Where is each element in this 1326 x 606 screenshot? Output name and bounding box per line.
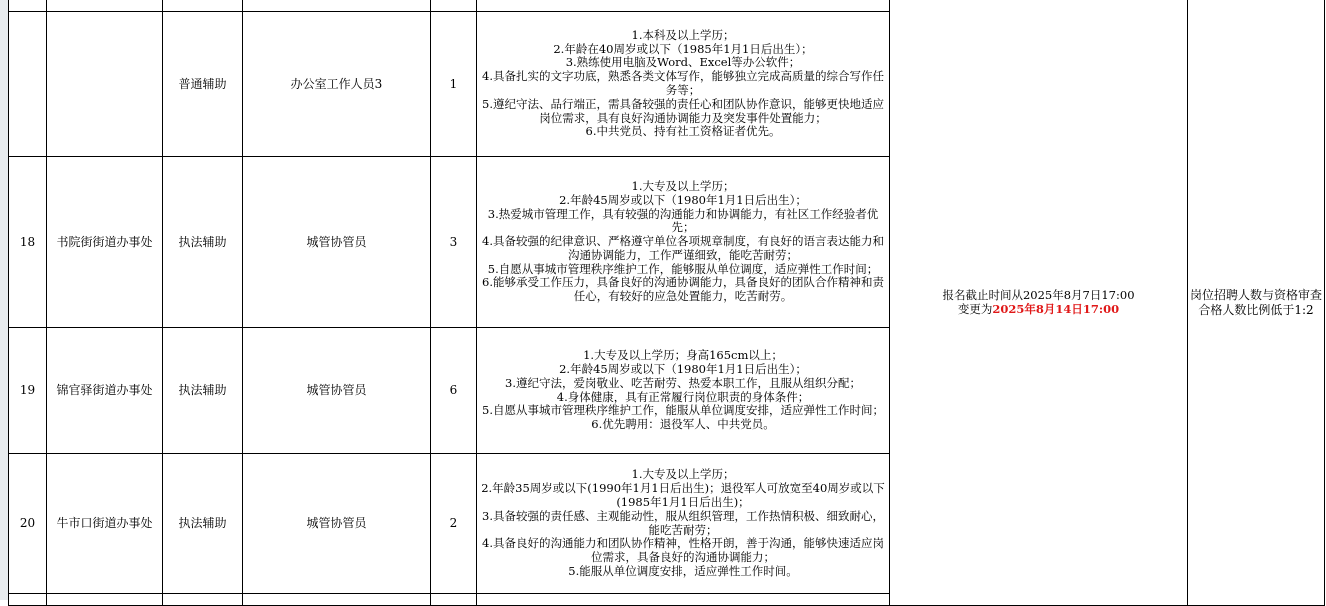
requirement-item: 5.自愿从事城市管理秩序维护工作，能够服从单位调度，适应弹性工作时间； — [487, 261, 879, 276]
requirements — [477, 328, 890, 454]
cell — [243, 0, 431, 12]
requirement-item: 4.具备较强的纪律意识、严格遵守单位各项规章制度，有良好的语言表达能力和沟通协调能力，工作严谨细致，能吃苦耐劳； — [482, 234, 884, 262]
requirement-item: 3.热爱城市管理工作，具有较强的沟通能力和协调能力，有社区工作经验者优先； — [487, 206, 879, 235]
table-row-partial-top — [9, 0, 1325, 12]
cell — [163, 0, 243, 12]
cell — [431, 0, 477, 12]
requirement-item: 1.大专及以上学历； — [631, 467, 735, 482]
deadline-prefix: 变更为 — [957, 301, 993, 316]
row-number: 18 — [9, 157, 47, 328]
requirement-item: 5.自愿从事城市管理秩序维护工作，能服从单位调度安排，适应弹性工作时间； — [482, 403, 884, 418]
position-title: 城管协管员 — [243, 157, 431, 328]
requirement-item: 6.能够承受工作压力，具备良好的沟通协调能力，具备良好的团队合作精神和责任心，有较好的应急处置能力，吃苦耐劳。 — [482, 275, 884, 304]
position-type: 执法辅助 — [163, 157, 243, 328]
requirements — [477, 454, 890, 594]
requirement-item: 3.具备较强的责任感、主观能动性，服从组织管理，工作热情积极、细致耐心，能吃苦耐劳； — [482, 508, 884, 537]
deadline-line1: 报名截止时间从2025年8月7日17:00 — [942, 287, 1135, 302]
requirement-item: 3.熟练使用电脑及Word、Excel等办公软件； — [565, 55, 801, 70]
position-type: 执法辅助 — [163, 328, 243, 454]
cell — [47, 0, 163, 12]
ratio-note-cell — [1188, 0, 1325, 606]
requirement-item: 2.年龄35周岁或以下(1990年1月1日后出生)；退役军人可放宽至40周岁或以下(1985年1月1日后出生)； — [481, 481, 885, 509]
cell — [477, 0, 890, 12]
requirements — [477, 157, 890, 328]
requirement-item: 2.年龄45周岁或以下（1980年1月1日后出生）； — [559, 192, 807, 207]
position-title: 城管协管员 — [243, 454, 431, 594]
ratio-note: 岗位招聘人数与资格审查合格人数比例低于1:2 — [1190, 288, 1323, 317]
requirement-item: 6.中共党员、持有社工资格证者优先。 — [585, 124, 781, 139]
position-title: 城管协管员 — [243, 328, 431, 454]
requirement-item: 4.身体健康，具有正常履行岗位职责的身体条件； — [556, 389, 810, 404]
requirement-item: 2.年龄在40周岁或以下（1985年1月1日后出生）； — [553, 41, 813, 56]
department — [47, 12, 163, 157]
requirement-item: 1.本科及以上学历； — [631, 27, 735, 42]
row-number: 19 — [9, 328, 47, 454]
department: 牛市口街道办事处 — [47, 454, 163, 594]
headcount: 6 — [431, 328, 477, 454]
requirement-item: 1.大专及以上学历； — [631, 178, 735, 193]
requirement-item: 5.遵纪守法、品行端正，需具备较强的责任心和团队协作意识，能够更快地适应岗位需求，具有良好沟通协调能力及突发事件处置能力； — [482, 96, 884, 125]
row-number: 20 — [9, 454, 47, 594]
position-title: 办公室工作人员3 — [243, 12, 431, 157]
deadline-line2 — [890, 303, 1187, 317]
department: 锦官驿街道办事处 — [47, 328, 163, 454]
deadline-new-date: 2025年8月14日17:00 — [992, 301, 1120, 316]
requirement-item: 4.具备良好的沟通能力和团队协作精神，性格开朗，善于沟通，能够快速适应岗位需求，具备良好的沟通协调能力； — [482, 536, 884, 565]
department: 书院街街道办事处 — [47, 157, 163, 328]
requirement-item: 6.优先聘用：退役军人、中共党员。 — [591, 417, 775, 432]
requirement-item: 2.年龄45周岁或以下（1980年1月1日后出生）； — [559, 361, 807, 376]
deadline-cell — [890, 0, 1188, 606]
headcount: 3 — [431, 157, 477, 328]
requirement-item: 4.具备扎实的文字功底，熟悉各类文体写作，能够独立完成高质量的综合写作任务等； — [482, 69, 884, 97]
requirement-item: 1.大专及以上学历；身高165cm以上； — [583, 348, 783, 363]
cell — [9, 0, 47, 12]
row-number — [9, 12, 47, 157]
position-type: 执法辅助 — [163, 454, 243, 594]
requirement-item: 3.遵纪守法，爱岗敬业、吃苦耐劳、热爱本职工作，且服从组织分配； — [505, 375, 861, 390]
headcount: 1 — [431, 12, 477, 157]
recruitment-table — [8, 0, 1325, 606]
requirements — [477, 12, 890, 157]
headcount: 2 — [431, 454, 477, 594]
requirement-item: 5.能服从单位调度安排，适应弹性工作时间。 — [568, 563, 798, 578]
position-type: 普通辅助 — [163, 12, 243, 157]
